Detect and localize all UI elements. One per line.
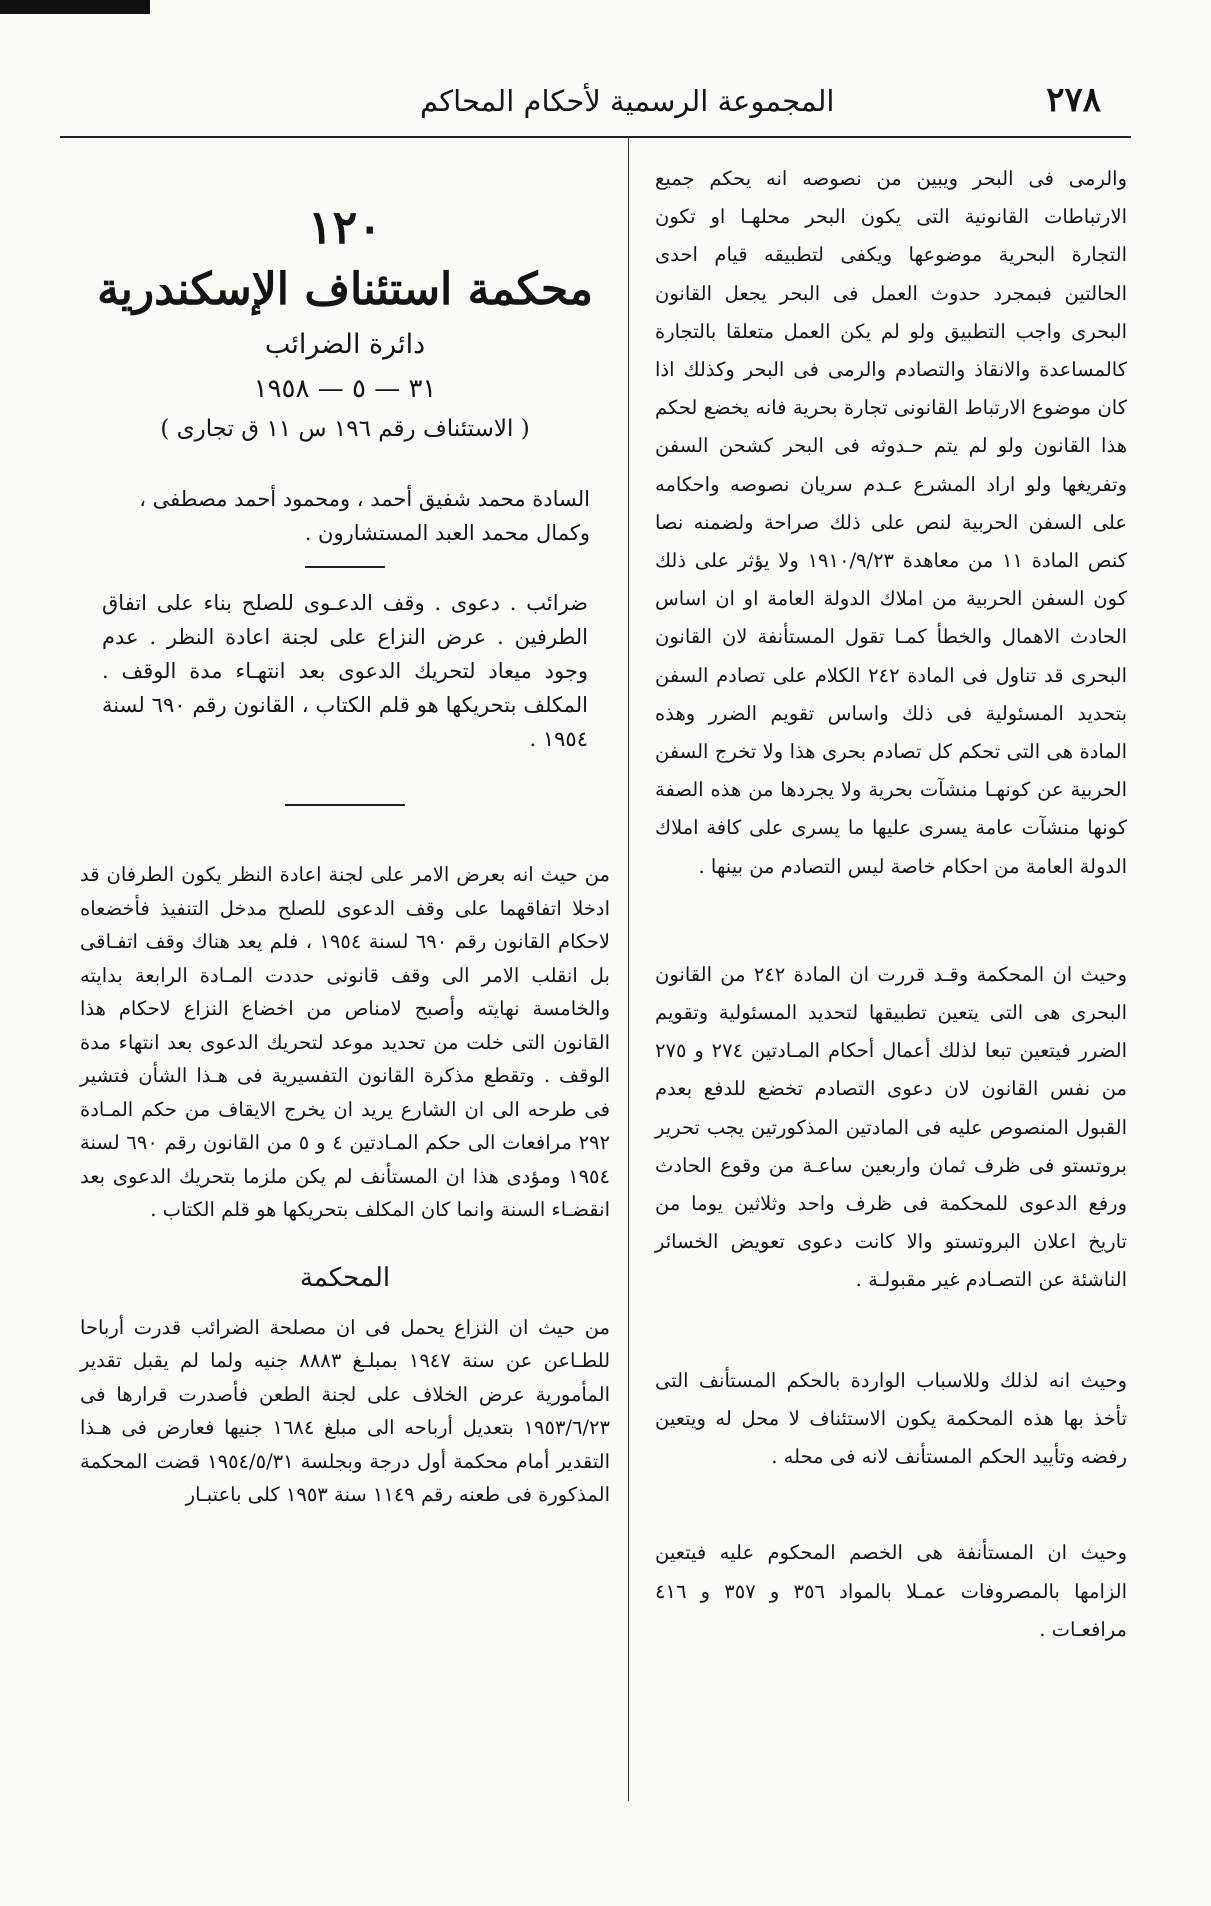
paragraph: وحيث ان المحكمة وقـد قررت ان المادة ٢٤٢ من القانون البحرى هى التى يتعين تطبيقها لتحديد المسئولية وتقويم الضرر فيتعين تبعا لذلك أعمال أحكام المـادتين ٢٧٤ و ٢٧٥ من نفس القانون لان دعوى التصادم تخضع للدفع بعدم القبول المنصوص عليه فى المادتين المذكورتين يجب تحرير بروتستو فى ظرف ثمان واربعين ساعـة من وقوع الحادث ورفع الدعوى للمحكمة فى ظرف واحد وثلاثين يوما من تاريخ اعلان البروتستو والا كانت دعوى تعويض الخسائر الناشئة عن التصـادم غير مقبولـة . [655,962,1127,1292]
paragraph: من حيث ان النزاع يحمل فى ان مصلحة الضرائب قدرت أرباحا للطـاعن عن سنة ١٩٤٧ بمبلـغ ٨٨٨٣ جنيه ولما لم يقبل تقدير المأمورية عرض الخلاف على لجنة الطعن فأصدرت قرارها فى ١٩٥٣/٦/٢٣ بتعديل أرباحه الى مبلغ ١٦٨٤ جنيها فعارض فى هـذا التقدير أمام محكمة أول درجة وبجلسة ١٩٥٤/٥/٣١ قضت المحكمة المذكورة فى طعنه رقم ١١٤٩ سنة ١٩٥٣ كلى باعتبـار [80,1315,611,1506]
column-divider [628,136,629,1801]
appeal-reference: ( الاستئناف رقم ١٩٦ س ١١ ق تجارى ) [160,416,530,442]
paragraph: وحيث ان المستأنفة هى الخصم المحكوم عليه فيتعين الزامها بالمصروفات عمـلا بالمواد ٣٥٦ و ٣٥٧ و ٤١٦ مرافعـات . [655,1541,1127,1641]
divider-rule [285,804,405,806]
paragraph: من حيث انه بعرض الامر على لجنة اعادة النظر يكون الطرفان قد ادخلا اتفاقهما على وقف الدعوى للصلح مدخل التنفيذ فأخضعاه لاحكام القانون رقم ٦٩٠ لسنة ١٩٥٤ ، فلم يعد هناك وقف اتفـاقى بل انقلب الامر الى وقف قانونى حددت المـادة الرابعة بدايته والخامسة نهايته وأصبح لامناص من اخضاع النزاع لاحكام هذا القانون التى خلت من تحديد موعد لتحريك الدعوى بعد انتهاء مدة الوقف . وتقطع مذكرة القانون التفسيرية فى هـذا الشأن فتشير فى طرحه الى ان الشارع يريد ان يخرج الايقاف من حكم المـادة ٢٩٢ مرافعات الى حكم المـادتين ٤ و ٥ من القانون رقم ٦٩٠ لسنة ١٩٥٤ ومؤدى هذا ان المستأنف لم يكن ملزما بتحريك الدعوى بعد انقضـاء السنة وانما كان المكلف بتحريكها هو قلم الكتاب . [80,863,610,1221]
right-column [655,160,1127,1649]
chamber-name: دائرة الضرائب [264,329,426,360]
section-heading: المحكمة [299,1262,391,1293]
case-summary: ضرائب . دعوى . وقف الدعـوى للصلح بناء على اتفاق الطرفين . عرض النزاع على لجنة اعادة النظر . عدم وجود ميعاد لتحريك الدعوى بعد انتهـاء مدة الوقف . المكلف بتحريكها هو قلم الكتاب ، القانون رقم ٦٩٠ لسنة ١٩٥٤ . [102,591,589,751]
page-header [0,70,1211,140]
judges-list: السادة محمد شفيق أحمد ، ومحمود أحمد مصطفى ، وكمال محمد العبد المستشارون . [139,487,590,545]
paragraph: والرمى فى البحر ويبين من نصوصه انه يحكم جميع الارتباطات القانونية التى يكون البحر محلهـا او تكون التجارة البحرية موضوعها ويكفى لتطبيقه قيام احدى الحالتين فبمجرد حدوث العمل فى البحر يجعل القانون البحرى واجب التطبيق ولو لم يكن العمل متعلقا بالتجارة كالمساعدة والانقاذ والتصادم والرمى فى البحر وكذلك اذا كان موضوع الارتباط القانونى تجارة بحرية فانه يخضع لحكم هذا القانون ولو لم يتم حـدوثه فى البحر كشحن السفن وتفريغها ولو اراد المشرع عـدم سريان نصوصه واحكامه على السفن الحربية لنص على ذلك صراحة ولضمنه نصا كنص المادة ١١ من معاهدة ١٩١٠/٩/٢٣ ولا يؤثر على ذلك كون السفن الحربية من املاك الدولة العامة او ان اساس الحادث الاهمال والخطأ كمـا تقول المستأنفة لان القانون البحرى قد تناول فى المادة ٢٤٢ الكلام على تصادم السفن بتحديد المسئولية فى ذلك واساس تقويم الضرر وهذه المادة هى التى تحكم كل تصادم بحرى هذا ولا تخرج السفن الحربية عن كونهـا منشآت بحرية ولا يجردها من هذه الصفة كونها منشآت عامة يسرى عليها ما يسرى على كافة املاك الدولة العامة من احكام خاصة ليس التصادم من بينها . [655,167,1127,878]
running-title: المجموعة الرسمية لأحكام المحاكم [420,84,835,118]
scan-corner-mark [0,0,150,14]
header-rule [60,136,1131,138]
left-column [80,160,610,1512]
court-name: محكمة استئناف الإسكندرية [97,264,593,315]
page-number: ٢٧٨ [1046,80,1101,120]
paragraph: وحيث انه لذلك وللاسباب الواردة بالحكم المستأنف التى تأخذ بها هذه المحكمة يكون الاستئناف لا محل له ويتعين رفضه وتأييد الحكم المستأنف لانه فى محله . [655,1368,1127,1469]
judgment-date: ٣١ — ٥ — ١٩٥٨ [253,374,437,404]
case-number: ١٢٠ [307,200,383,254]
divider-rule [305,566,385,568]
